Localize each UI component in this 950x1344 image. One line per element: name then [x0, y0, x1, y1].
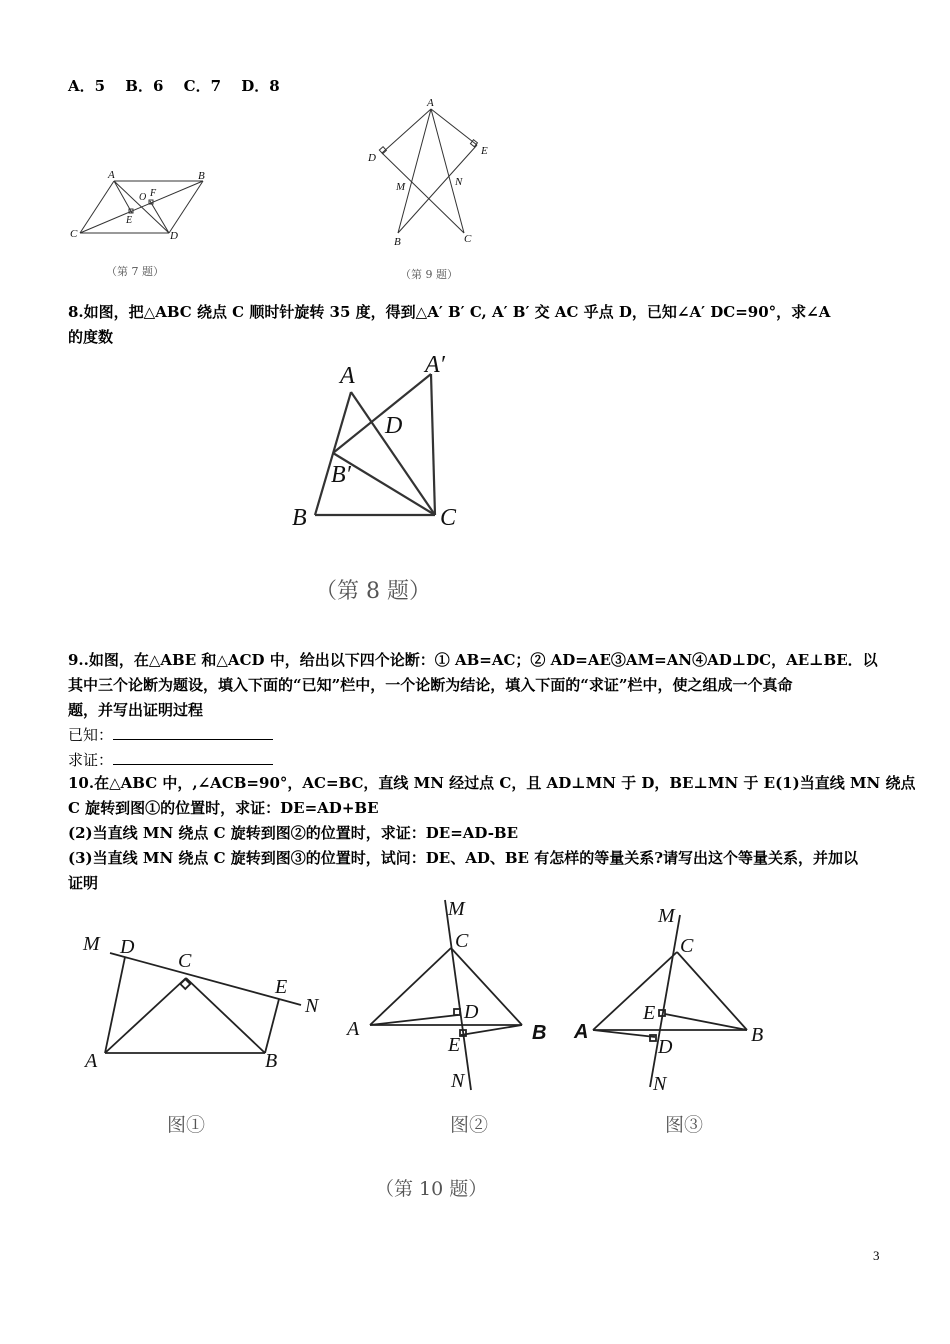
fig9-label-b: B — [394, 236, 401, 248]
figure-7 — [66, 165, 216, 285]
fig7-label-o: O — [139, 192, 147, 203]
fig9-caption: （第 9 题） — [400, 268, 458, 281]
figure-10 — [75, 895, 795, 1205]
q10-line4: (3)当直线 MN 绕点 C 旋转到图③的位置时，试问：DE、AD、BE 有怎样的等量关系?请写出这个等量关系，并加以 — [68, 849, 858, 867]
page-number: 3 — [873, 1248, 880, 1263]
q9-prove-label: 求证： — [68, 751, 114, 769]
fig10-1-label-e: E — [275, 976, 288, 998]
fig10-sub3 — [593, 915, 747, 1087]
fig9-label-n: N — [455, 176, 463, 188]
fig10-1-label-b: B — [265, 1050, 278, 1072]
fig10-3-label-b: B — [751, 1024, 764, 1046]
fig10-3-caption: 图③ — [665, 1114, 704, 1136]
fig7-label-b: B — [198, 170, 205, 182]
q9-prove-blank[interactable] — [113, 750, 273, 765]
q8-line2: 的度数 — [68, 328, 114, 346]
fig7-label-e: E — [126, 215, 133, 226]
fig9-label-d: D — [368, 152, 376, 164]
fig7-label-c: C — [70, 228, 78, 240]
fig10-3-label-e: E — [643, 1002, 656, 1024]
fig8-label-b-prime: B′ — [331, 462, 351, 488]
fig10-2-label-b: B — [532, 1022, 547, 1044]
fig7-label-d: D — [170, 230, 178, 242]
fig9-label-m: M — [396, 181, 406, 193]
fig8-caption: （第 8 题） — [315, 579, 431, 604]
fig8-label-c: C — [440, 505, 457, 531]
fig10-2-label-c: C — [455, 930, 469, 952]
q9-known-label: 已知： — [68, 726, 114, 744]
fig10-3-label-d: D — [658, 1036, 673, 1058]
figure-8 — [285, 350, 485, 615]
fig8-label-b: B — [292, 505, 307, 531]
q10-line3: (2)当直线 MN 绕点 C 旋转到图②的位置时，求证：DE=AD-BE — [68, 824, 519, 842]
q9-line1: 9..如图，在△ABE 和△ACD 中，给出以下四个论断：① AB=AC；② AD=AE③AM=AN④AD⊥DC，AE⊥BE．以 — [68, 651, 878, 669]
q9-prove-row — [68, 750, 273, 770]
fig10-2-label-m: M — [448, 898, 465, 920]
fig10-sub2 — [370, 900, 522, 1090]
fig10-caption: （第 10 题） — [375, 1178, 488, 1200]
fig8-label-d: D — [385, 413, 403, 439]
fig8-label-a: A — [340, 363, 355, 389]
fig7-label-f: F — [150, 188, 157, 199]
fig10-3-label-c: C — [680, 935, 694, 957]
fig10-1-label-a: A — [85, 1050, 98, 1072]
fig7-label-a: A — [108, 169, 115, 181]
q9-line3: 题，并写出证明过程 — [68, 701, 204, 719]
figure-9 — [360, 95, 500, 285]
q10-line1: 10.在△ABC 中，,∠ACB=90°，AC=BC，直线 MN 经过点 C，且 AD⊥MN 于 D，BE⊥MN 于 E(1)当直线 MN 绕点 — [68, 774, 916, 792]
fig7-caption: （第 7 题） — [106, 265, 164, 278]
fig10-3-label-n: N — [653, 1073, 667, 1095]
fig10-2-label-n: N — [451, 1070, 465, 1092]
options-line: A．5 B．6 C．7 D．8 — [68, 77, 280, 95]
fig10-2-label-d: D — [464, 1001, 479, 1023]
q9-known-blank[interactable] — [113, 725, 273, 740]
fig10-3-label-a: A — [574, 1021, 589, 1043]
q9-known-row — [68, 725, 273, 745]
fig10-1-label-d: D — [120, 936, 135, 958]
q9-line2: 其中三个论断为题设，填入下面的“已知”栏中，一个论断为结论，填入下面的“求证”栏中，使之组成一个真命 — [68, 676, 793, 694]
q10-line5: 证明 — [68, 874, 99, 892]
fig10-1-caption: 图① — [167, 1114, 206, 1136]
fig10-2-label-a: A — [347, 1018, 360, 1040]
fig9-label-a: A — [427, 97, 434, 109]
fig9-label-e: E — [481, 145, 488, 157]
q8-line1: 8.如图，把△ABC 绕点 C 顺时针旋转 35 度，得到△A′ B′ C, A′ B′ 交 AC 乎点 D，已知∠A′ DC=90°，求∠A — [68, 303, 831, 321]
fig10-sub1 — [105, 953, 301, 1053]
fig10-1-label-c: C — [178, 950, 192, 972]
fig10-2-label-e: E — [448, 1034, 461, 1056]
fig10-3-label-m: M — [658, 905, 675, 927]
q10-line2: C 旋转到图①的位置时，求证：DE=AD+BE — [68, 799, 379, 817]
fig10-1-label-m: M — [83, 933, 100, 955]
fig9-label-c: C — [464, 233, 472, 245]
fig8-label-a-prime: A′ — [425, 352, 445, 378]
fig10-1-label-n: N — [305, 995, 319, 1017]
fig10-2-caption: 图② — [450, 1114, 489, 1136]
